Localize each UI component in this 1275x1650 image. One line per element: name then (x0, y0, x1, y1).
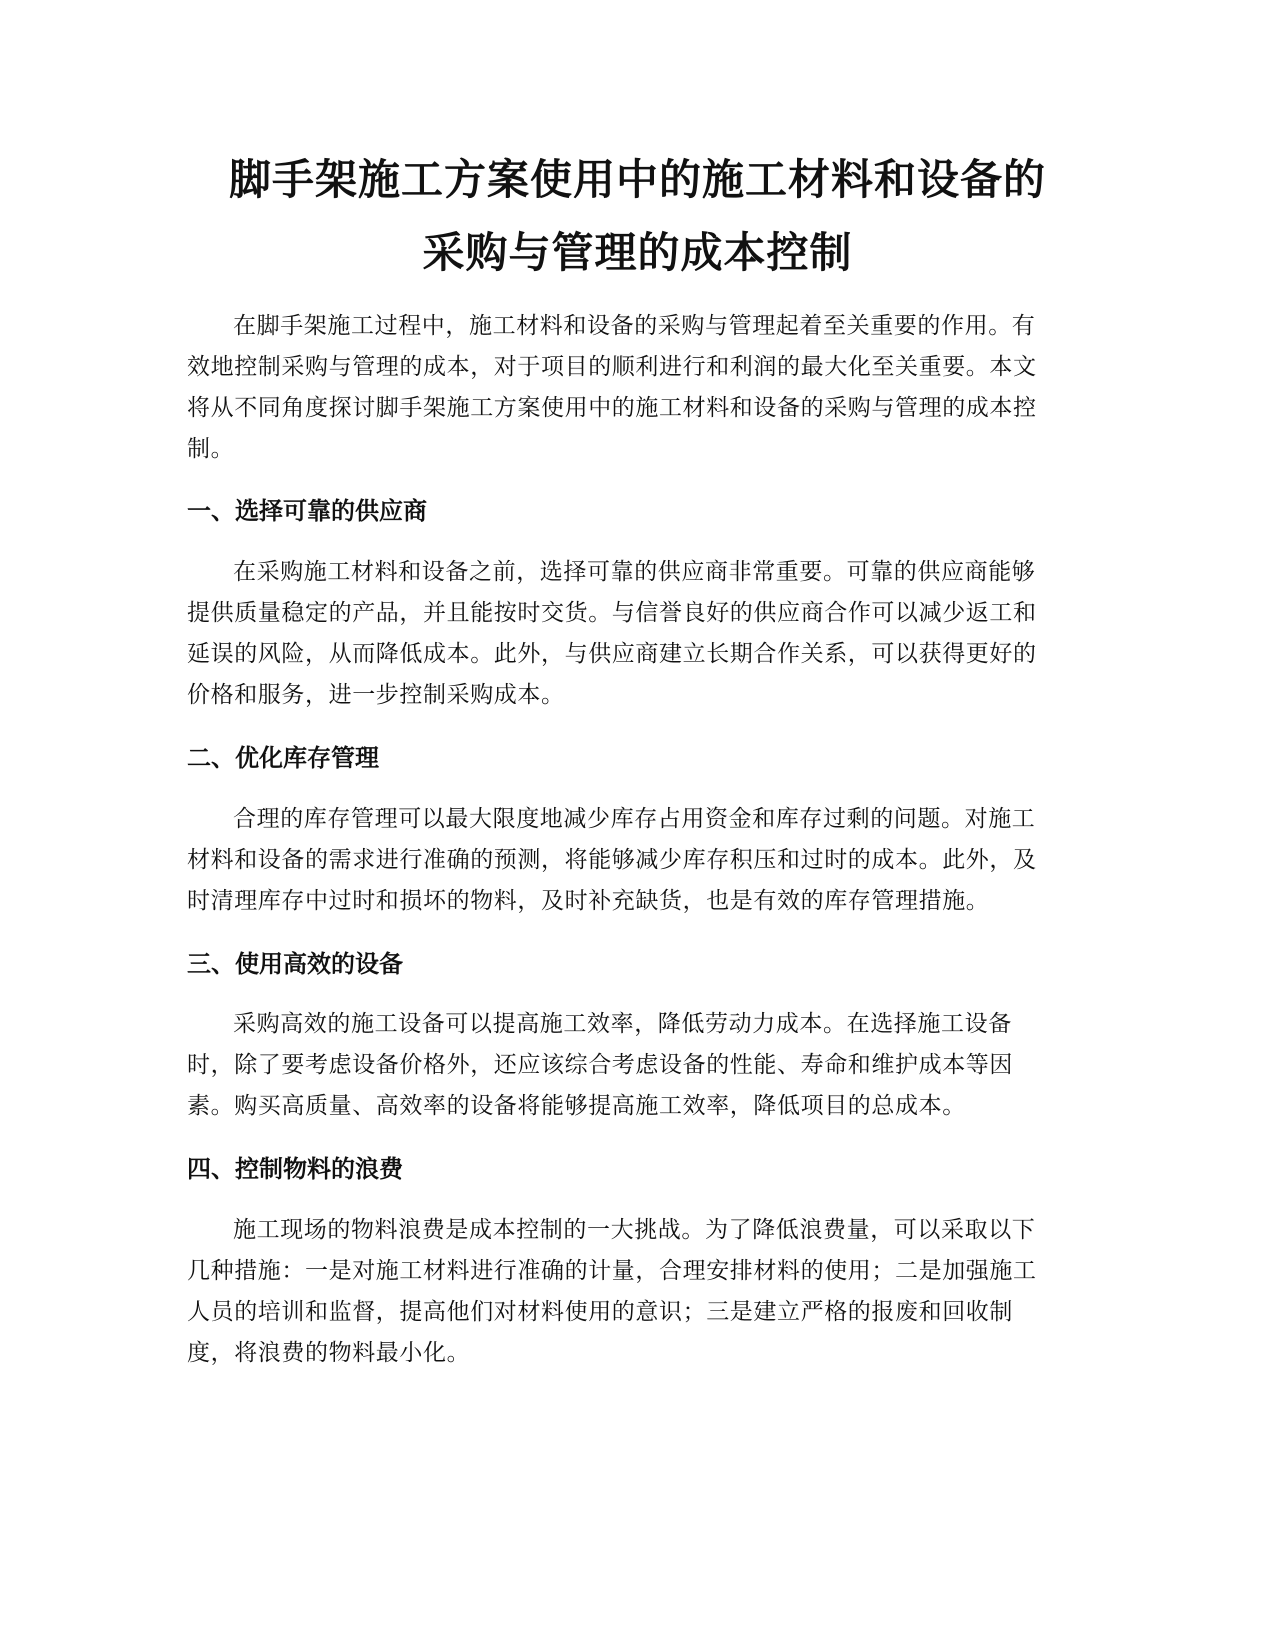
paragraph-line: 材料和设备的需求进行准确的预测，将能够减少库存积压和过时的成本。此外，及 (187, 847, 1037, 873)
section-paragraph-equipment (187, 1004, 1092, 1127)
paragraph-line: 在脚手架施工过程中，施工材料和设备的采购与管理起着至关重要的作用。有 (233, 313, 1036, 339)
paragraph-line: 在采购施工材料和设备之前，选择可靠的供应商非常重要。可靠的供应商能够 (233, 559, 1036, 585)
section-heading-inventory: 二、优化库存管理 (187, 744, 379, 772)
paragraph-line: 人员的培训和监督，提高他们对材料使用的意识；三是建立严格的报废和回收制 (187, 1299, 1013, 1325)
paragraph-line: 延误的风险，从而降低成本。此外，与供应商建立长期合作关系，可以获得更好的 (187, 641, 1037, 667)
paragraph-line: 度，将浪费的物料最小化。 (187, 1340, 471, 1366)
paragraph-line: 效地控制采购与管理的成本，对于项目的顺利进行和利润的最大化至关重要。本文 (187, 354, 1037, 380)
section-paragraph-suppliers (187, 552, 1092, 716)
paragraph-line: 制。 (187, 436, 235, 462)
paragraph-line: 施工现场的物料浪费是成本控制的一大挑战。为了降低浪费量，可以采取以下 (233, 1217, 1036, 1243)
section-paragraph-inventory (187, 799, 1092, 922)
section-heading-equipment: 三、使用高效的设备 (187, 950, 403, 978)
paragraph-line: 合理的库存管理可以最大限度地减少库存占用资金和库存过剩的问题。对施工 (233, 806, 1036, 832)
intro-paragraph (187, 306, 1092, 470)
paragraph-line: 几种措施：一是对施工材料进行准确的计量，合理安排材料的使用；二是加强施工 (187, 1258, 1037, 1284)
paragraph-line: 采购高效的施工设备可以提高施工效率，降低劳动力成本。在选择施工设备 (233, 1011, 1012, 1037)
section-heading-suppliers: 一、选择可靠的供应商 (187, 497, 427, 525)
section-heading-waste: 四、控制物料的浪费 (187, 1155, 403, 1183)
paragraph-line: 素。购买高质量、高效率的设备将能够提高施工效率，降低项目的总成本。 (187, 1093, 966, 1119)
paragraph-line: 时，除了要考虑设备价格外，还应该综合考虑设备的性能、寿命和维护成本等因 (187, 1052, 1013, 1078)
document-title-line-1: 脚手架施工方案使用中的施工材料和设备的 (228, 155, 1046, 204)
section-paragraph-waste (187, 1210, 1092, 1374)
paragraph-line: 时清理库存中过时和损坏的物料，及时补充缺货，也是有效的库存管理措施。 (187, 888, 990, 914)
paragraph-line: 提供质量稳定的产品，并且能按时交货。与信誉良好的供应商合作可以减少返工和 (187, 600, 1037, 626)
paragraph-line: 将从不同角度探讨脚手架施工方案使用中的施工材料和设备的采购与管理的成本控 (187, 395, 1037, 421)
paragraph-line: 价格和服务，进一步控制采购成本。 (187, 682, 565, 708)
document-title-line-2: 采购与管理的成本控制 (422, 228, 853, 277)
